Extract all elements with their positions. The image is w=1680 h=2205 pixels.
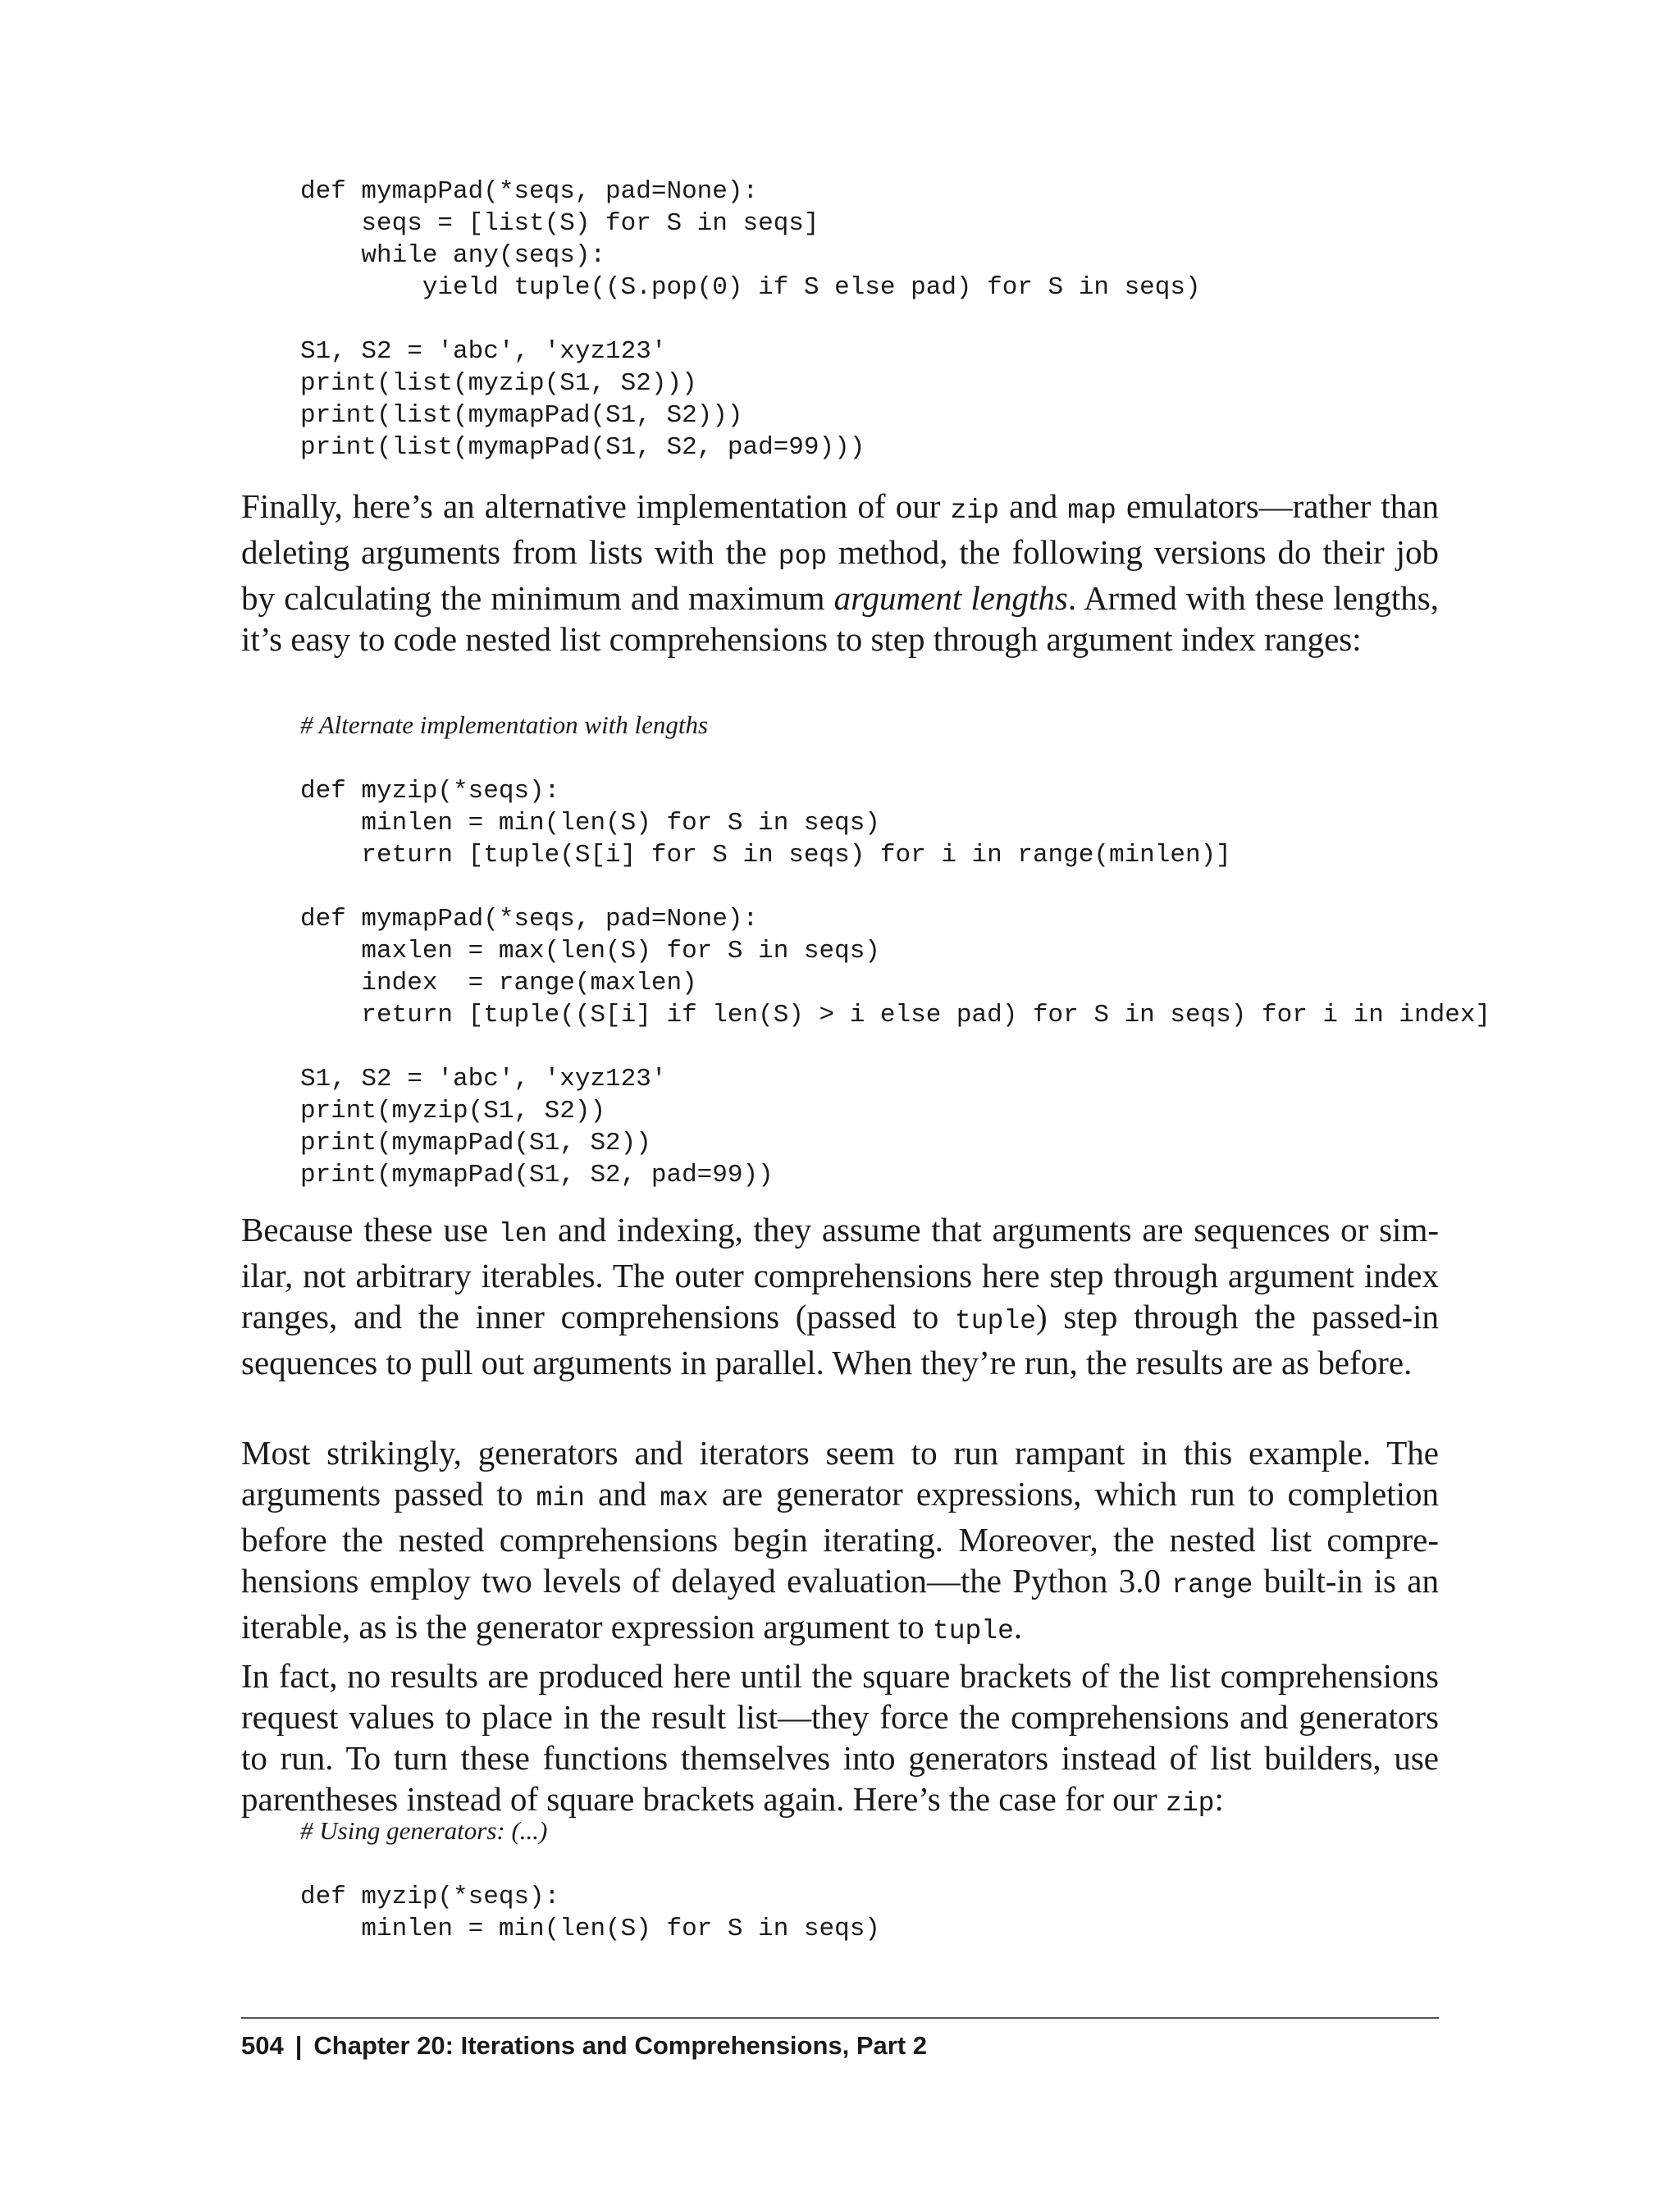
code-line: while any(seqs): — [300, 241, 606, 270]
code-line: print(list(mymapPad(S1, S2, pad=99))) — [300, 433, 865, 462]
code-line: print(mymapPad(S1, S2)) — [300, 1129, 651, 1157]
footer-divider — [241, 2017, 1439, 2019]
code-line: maxlen = max(len(S) for S in seqs) — [300, 937, 880, 966]
code-line: seqs = [list(S) for S in seqs] — [300, 209, 819, 238]
code-line: def mymapPad(*seqs, pad=None): — [300, 177, 759, 206]
page-number: 504 — [241, 2031, 284, 2060]
code-line: print(myzip(S1, S2)) — [300, 1097, 606, 1125]
code-line: return [tuple(S[i] for S in seqs) for i in range(minlen)] — [300, 841, 1231, 870]
code-comment: # Using generators: (...) — [300, 1816, 548, 1845]
code-line: yield tuple((S.pop(0) if S else pad) for S in seqs) — [300, 273, 1201, 302]
code-line: index = range(maxlen) — [300, 969, 697, 998]
paragraph-square-brackets: In fact, no results are produced here until the square brackets of the list comprehensions request values to place in the result list—they force the comprehensions and generators to run. To turn these functions themselves into generators instead of list builders, use parentheses instead of square brackets again. Here’s the case for our zip: — [241, 1657, 1439, 1819]
chapter-title: Chapter 20: Iterations and Comprehensions, Part 2 — [313, 2031, 928, 2060]
footer-separator: | — [294, 2031, 303, 2060]
code-block-generators — [300, 1815, 880, 1945]
code-line: minlen = min(len(S) for S in seqs) — [300, 1915, 880, 1943]
code-block-mymappad-pop — [300, 176, 1201, 463]
code-line: S1, S2 = 'abc', 'xyz123' — [300, 1065, 667, 1093]
page-footer — [241, 2029, 927, 2062]
code-line: minlen = min(len(S) for S in seqs) — [300, 809, 880, 838]
paragraph-alternative-implementation: Finally, here’s an alternative implementation of our zip and map emulators—rather than deleting arguments from lists with the pop method, the following versions do their job by calculating the minimum and maximum argument lengths. Armed with these lengths, it’s easy to code nested list comprehensions to step through argument index ranges: — [241, 487, 1439, 658]
code-line: print(list(myzip(S1, S2))) — [300, 369, 697, 398]
code-line: def myzip(*seqs): — [300, 777, 560, 806]
code-line: def mymapPad(*seqs, pad=None): — [300, 905, 759, 934]
paragraph-generators-rampant: Most strikingly, generators and iterators seem to run rampant in this example. The arguments passed to min and max are generator expressions, which run to completion before the nested comprehensions begin iterating. Moreover, the nested list compre-hensions employ two levels of delayed evaluation—the Python 3.0 range built-in is an iterable, as is the generator expression argument to tuple. — [241, 1434, 1440, 1646]
code-line: def myzip(*seqs): — [300, 1883, 560, 1911]
code-comment: # Alternate implementation with lengths — [300, 710, 709, 739]
code-line: print(mymapPad(S1, S2, pad=99)) — [300, 1161, 774, 1189]
code-line: return [tuple((S[i] if len(S) > i else pad) for S in seqs) for i in index] — [300, 1001, 1491, 1029]
paragraph-len-indexing: Because these use len and indexing, they assume that arguments are sequences or sim-ilar, not arbitrary iterables. The outer comprehensions here step through argument index ranges, and the inner comprehensions (passed to tuple) step through the passed-in sequences to pull out arguments in parallel. When they’re run, the results are as before. — [241, 1211, 1439, 1381]
code-block-lengths — [300, 709, 1491, 1191]
code-line: S1, S2 = 'abc', 'xyz123' — [300, 337, 667, 366]
code-line: print(list(mymapPad(S1, S2))) — [300, 401, 743, 430]
